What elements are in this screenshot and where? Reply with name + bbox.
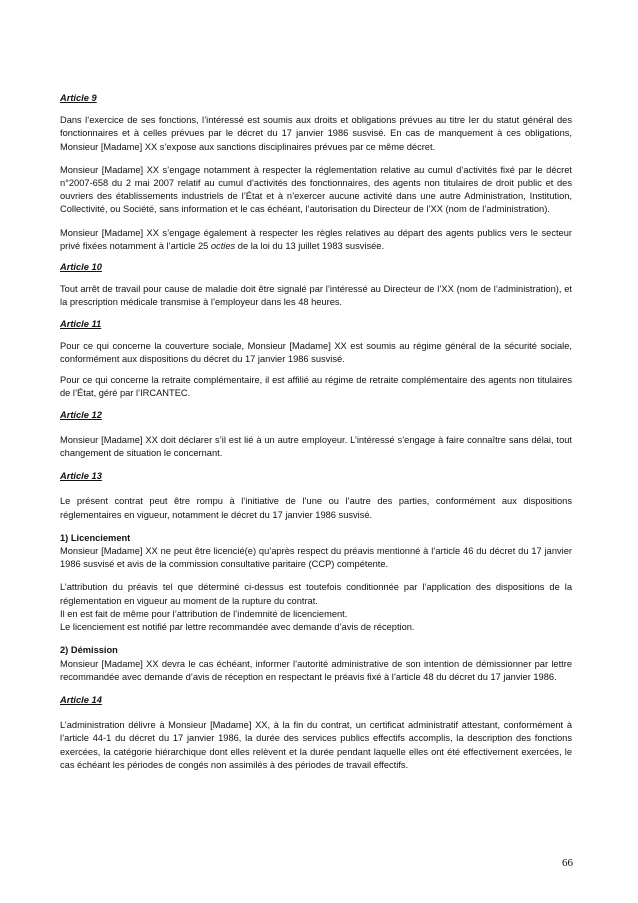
article-9-paragraph-1: Dans l’exercice de ses fonctions, l’intéressé est soumis aux droits et obligations prévues au titre Ier du statut général des fonctionnaires et à celles prévues par le décret du 17 janvier 1986 susvisé. En cas de manquement à ces obligations, Monsieur [Madame] XX s’expose aux sanctions disciplinaires prévues par ce même décret. xyxy=(60,115,572,152)
article-12-heading: Article 12 xyxy=(60,409,102,420)
document-body xyxy=(60,92,572,780)
article-12 xyxy=(60,409,572,461)
licenciement-title: 1) Licenciement xyxy=(60,532,131,543)
page-number: 66 xyxy=(562,857,573,869)
octies-term: octies xyxy=(210,240,236,251)
article-11-paragraph-2: Pour ce qui concerne la retraite complémentaire, il est affilié au régime de retraite complémentaire des agents non titulaires de l’État, géré par l’IRCANTEC. xyxy=(60,375,572,399)
article-13-paragraph-1: Le présent contrat peut être rompu à l’initiative de l’une ou l’autre des parties, conformément aux dispositions réglementaires en vigueur, notamment le décret du 17 janvier 1986 susvisé. xyxy=(60,496,572,520)
article-9-paragraph-2: Monsieur [Madame] XX s’engage notamment à respecter la réglementation relative au cumul d’activités fixé par le décret n°2007-658 du 2 mai 2007 relatif au cumul d’activités des fonctionnaires, des agents non titulaires de droit public et des ouvriers des établissements industriels de l’État et à n’exercer aucune activité dans une autre Administration, Institution, Collectivité, ou Société, sans information et le cas échéant, l’autorisation du Directeur de l’XX (nom de l’administration). xyxy=(60,164,572,215)
article-9 xyxy=(60,92,572,253)
article-11-heading: Article 11 xyxy=(60,318,102,329)
article-9-paragraph-3 xyxy=(60,227,572,253)
indemnite-text: Il en est fait de même pour l’attribution de l’indemnité de licenciement. xyxy=(60,608,348,619)
demission-text: Monsieur [Madame] XX devra le cas échéant, informer l’autorité administrative de son intention de démissionner par lettre recommandée avec demande d’avis de réception en respectant le préavis fixé à l’article 48 du décret du 17 janvier 1986. xyxy=(60,658,572,682)
notification-text: Le licenciement est notifié par lettre recommandée avec demande d’avis de réception. xyxy=(60,622,415,633)
article-13-heading: Article 13 xyxy=(60,471,102,482)
article-9-paragraph-3-start: Monsieur [Madame] XX s’engage également à respecter les règles relatives au départ des agents publics vers le secteur privé fixées notamment à l’article 25 xyxy=(60,227,572,251)
article-9-heading: Article 9 xyxy=(60,93,97,103)
article-14 xyxy=(60,694,572,772)
article-11 xyxy=(60,318,572,401)
article-10 xyxy=(60,261,572,310)
article-14-paragraph-1: L’administration délivre à Monsieur [Madame] XX, à la fin du contrat, un certificat administratif attestant, conformément à l’article 44-1 du décret du 17 janvier 1986, la durée des services publics effectifs accomplis, la description des fonctions exercées, la catégorie hiérarchique dont elles relèvent et la durée pendant laquelle elles ont été effectivement exercées, le cas échéant les périodes de congés non assimilés à des périodes de travail effectifs. xyxy=(60,720,572,770)
article-9-paragraph-3-end: de la loi du 13 juillet 1983 susvisée. xyxy=(235,240,385,251)
demission-title: 2) Démission xyxy=(60,645,118,656)
article-12-paragraph-1: Monsieur [Madame] XX doit déclarer s’il est lié à un autre employeur. L’intéressé s’engage à faire connaître sans délai, tout changement de situation le concernant. xyxy=(60,434,572,459)
article-10-heading: Article 10 xyxy=(60,262,102,273)
preavis-text: L’attribution du préavis tel que déterminé ci-dessus est toutefois conditionnée par l’application des dispositions de la réglementation en vigueur au moment de la rupture du contrat. xyxy=(60,582,572,606)
article-14-heading: Article 14 xyxy=(60,694,102,705)
article-11-paragraph-1: Pour ce qui concerne la couverture sociale, Monsieur [Madame] XX est soumis au régime général de la sécurité sociale, conformément aux dispositions du décret du 17 janvier 1986 susvisé. xyxy=(60,340,572,365)
licenciement-text: Monsieur [Madame] XX ne peut être licencié(e) qu’après respect du préavis mentionné à l’article 46 du décret du 17 janvier 1986 susvisé et avis de la commission consultative paritaire (CCP) compétente. xyxy=(60,546,572,570)
article-10-paragraph-1: Tout arrêt de travail pour cause de maladie doit être signalé par l’intéressé au Directeur de l’XX (nom de l’administration), et la prescription médicale transmise à l’employeur dans les 48 heures. xyxy=(60,284,572,308)
article-13 xyxy=(60,470,572,684)
